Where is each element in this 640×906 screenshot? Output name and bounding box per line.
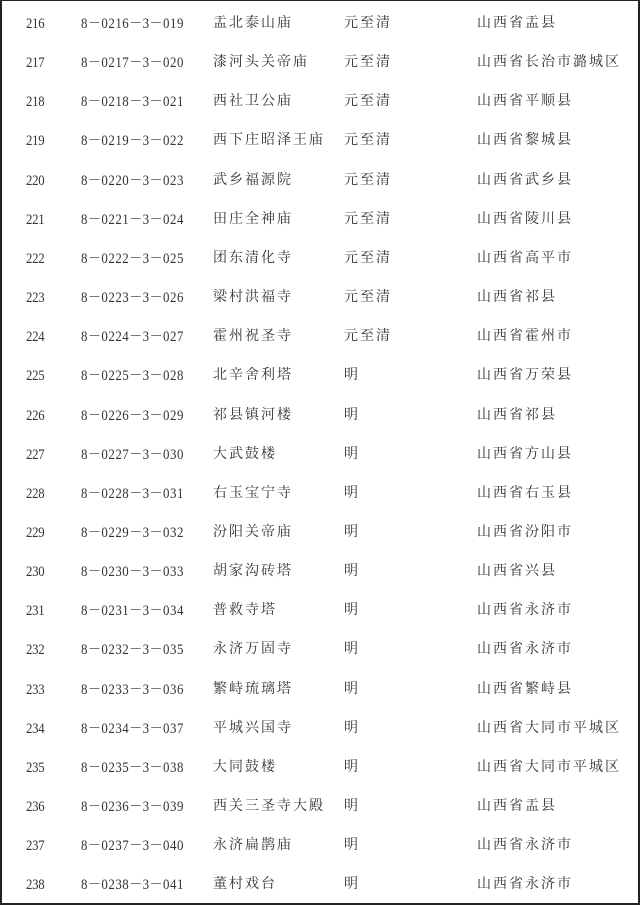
table-row [2, 592, 638, 631]
site-name: 团东清化寺 [213, 250, 293, 266]
site-era: 明 [344, 368, 360, 384]
row-number: 234 [26, 720, 45, 737]
row-number: 232 [26, 642, 45, 659]
site-era: 元至清 [344, 55, 392, 71]
site-code: 8－0238－3－041 [81, 877, 184, 894]
table-row [2, 201, 638, 240]
table-row [2, 475, 638, 514]
table-row [2, 749, 638, 788]
site-code: 8－0225－3－028 [81, 368, 184, 385]
row-number: 233 [26, 681, 45, 698]
site-location: 山西省长治市潞城区 [477, 55, 621, 71]
table-row [2, 710, 638, 749]
site-location: 山西省右玉县 [477, 485, 573, 501]
site-era: 元至清 [344, 290, 392, 306]
site-code: 8－0236－3－039 [81, 799, 184, 815]
table-row [2, 162, 638, 201]
site-era: 元至清 [344, 211, 392, 227]
table-row [2, 553, 638, 592]
site-code: 8－0231－3－034 [81, 603, 184, 620]
site-name: 霍州祝圣寺 [213, 329, 293, 345]
site-name: 汾阳关帝庙 [213, 524, 293, 540]
site-location: 山西省繁峙县 [477, 681, 573, 697]
site-era: 元至清 [344, 172, 392, 188]
row-number: 222 [26, 250, 45, 267]
site-location: 山西省永济市 [477, 877, 573, 893]
site-name: 漆河头关帝庙 [213, 55, 309, 71]
site-code: 8－0228－3－031 [81, 485, 184, 502]
site-era: 元至清 [344, 16, 392, 31]
site-era: 明 [344, 524, 360, 540]
table-row [2, 44, 638, 83]
site-location: 山西省盂县 [477, 799, 557, 814]
site-era: 明 [344, 877, 360, 893]
site-location: 山西省霍州市 [477, 329, 573, 345]
site-code: 8－0233－3－036 [81, 681, 184, 698]
site-era: 元至清 [344, 329, 392, 345]
site-code: 8－0230－3－033 [81, 564, 184, 581]
site-name: 大武鼓楼 [213, 446, 277, 462]
site-name: 北辛舍利塔 [213, 368, 293, 384]
site-code: 8－0217－3－020 [81, 55, 184, 72]
table-row [2, 357, 638, 396]
row-number: 218 [26, 94, 45, 111]
site-era: 明 [344, 759, 360, 775]
site-location: 山西省永济市 [477, 838, 573, 854]
row-number: 230 [26, 564, 45, 581]
site-location: 山西省大同市平城区 [477, 759, 621, 775]
table-row [2, 240, 638, 279]
site-location: 山西省高平市 [477, 250, 573, 266]
site-code: 8－0234－3－037 [81, 720, 184, 737]
site-code: 8－0221－3－024 [81, 211, 184, 228]
site-location: 山西省永济市 [477, 603, 573, 619]
site-name: 西下庄昭泽王庙 [213, 133, 325, 149]
site-code: 8－0218－3－021 [81, 94, 184, 111]
table-row [2, 436, 638, 475]
site-era: 明 [344, 407, 360, 423]
site-name: 祁县镇河楼 [213, 407, 293, 423]
site-name: 右玉宝宁寺 [213, 485, 293, 501]
site-era: 明 [344, 838, 360, 854]
site-era: 明 [344, 446, 360, 462]
row-number: 226 [26, 407, 45, 424]
row-number: 216 [26, 16, 45, 32]
site-location: 山西省永济市 [477, 642, 573, 658]
site-location: 山西省万荣县 [477, 368, 573, 384]
table-row [2, 279, 638, 318]
row-number: 221 [26, 211, 45, 228]
table-row [2, 397, 638, 436]
table-row [2, 866, 638, 905]
site-name: 平城兴国寺 [213, 720, 293, 736]
site-era: 元至清 [344, 133, 392, 149]
site-name: 田庄全神庙 [213, 211, 293, 227]
row-number: 228 [26, 485, 45, 502]
site-code: 8－0220－3－023 [81, 172, 184, 189]
site-code: 8－0235－3－038 [81, 759, 184, 776]
site-name: 繁峙琉璃塔 [213, 681, 293, 697]
table-row [2, 671, 638, 710]
table-row [2, 827, 638, 866]
site-name: 西社卫公庙 [213, 94, 293, 110]
site-location: 山西省大同市平城区 [477, 720, 621, 736]
row-number: 229 [26, 524, 45, 541]
row-number: 236 [26, 799, 45, 815]
row-number: 217 [26, 55, 45, 72]
table-row [2, 83, 638, 122]
site-name: 大同鼓楼 [213, 759, 277, 775]
row-number: 223 [26, 290, 45, 307]
site-code: 8－0224－3－027 [81, 329, 184, 346]
site-location: 山西省方山县 [477, 446, 573, 462]
site-era: 元至清 [344, 250, 392, 266]
row-number: 220 [26, 172, 45, 189]
site-code: 8－0219－3－022 [81, 133, 184, 150]
site-name: 胡家沟砖塔 [213, 564, 293, 580]
site-name: 武乡福源院 [213, 172, 293, 188]
table-row [2, 788, 638, 827]
site-era: 明 [344, 603, 360, 619]
site-location: 山西省祁县 [477, 290, 557, 306]
site-location: 山西省陵川县 [477, 211, 573, 227]
site-era: 明 [344, 799, 360, 814]
site-era: 元至清 [344, 94, 392, 110]
site-location: 山西省平顺县 [477, 94, 573, 110]
row-number: 219 [26, 133, 45, 150]
row-number: 235 [26, 759, 45, 776]
site-location: 山西省盂县 [477, 16, 557, 31]
row-number: 225 [26, 368, 45, 385]
site-code: 8－0216－3－019 [81, 16, 184, 32]
table-row [2, 122, 638, 161]
row-number: 238 [26, 877, 45, 894]
site-location: 山西省武乡县 [477, 172, 573, 188]
site-location: 山西省兴县 [477, 564, 557, 580]
site-era: 明 [344, 720, 360, 736]
table-row [2, 318, 638, 357]
site-name: 永济扁鹊庙 [213, 838, 293, 854]
site-code: 8－0226－3－029 [81, 407, 184, 424]
site-code: 8－0222－3－025 [81, 250, 184, 267]
site-name: 盂北泰山庙 [213, 16, 293, 31]
site-name: 普救寺塔 [213, 603, 277, 619]
table-row [2, 631, 638, 670]
site-location: 山西省黎城县 [477, 133, 573, 149]
site-name: 西关三圣寺大殿 [213, 799, 325, 814]
row-number: 231 [26, 603, 45, 620]
site-name: 董村戏台 [213, 877, 277, 893]
row-number: 227 [26, 446, 45, 463]
site-era: 明 [344, 564, 360, 580]
row-number: 224 [26, 329, 45, 346]
site-code: 8－0227－3－030 [81, 446, 184, 463]
site-location: 山西省祁县 [477, 407, 557, 423]
table-row [2, 514, 638, 553]
site-name: 永济万固寺 [213, 642, 293, 658]
site-era: 明 [344, 681, 360, 697]
site-era: 明 [344, 485, 360, 501]
site-code: 8－0229－3－032 [81, 524, 184, 541]
site-location: 山西省汾阳市 [477, 524, 573, 540]
site-code: 8－0223－3－026 [81, 290, 184, 307]
table-row [2, 5, 638, 44]
site-era: 明 [344, 642, 360, 658]
site-code: 8－0237－3－040 [81, 838, 184, 855]
row-number: 237 [26, 838, 45, 855]
site-code: 8－0232－3－035 [81, 642, 184, 659]
site-name: 梁村洪福寺 [213, 290, 293, 306]
